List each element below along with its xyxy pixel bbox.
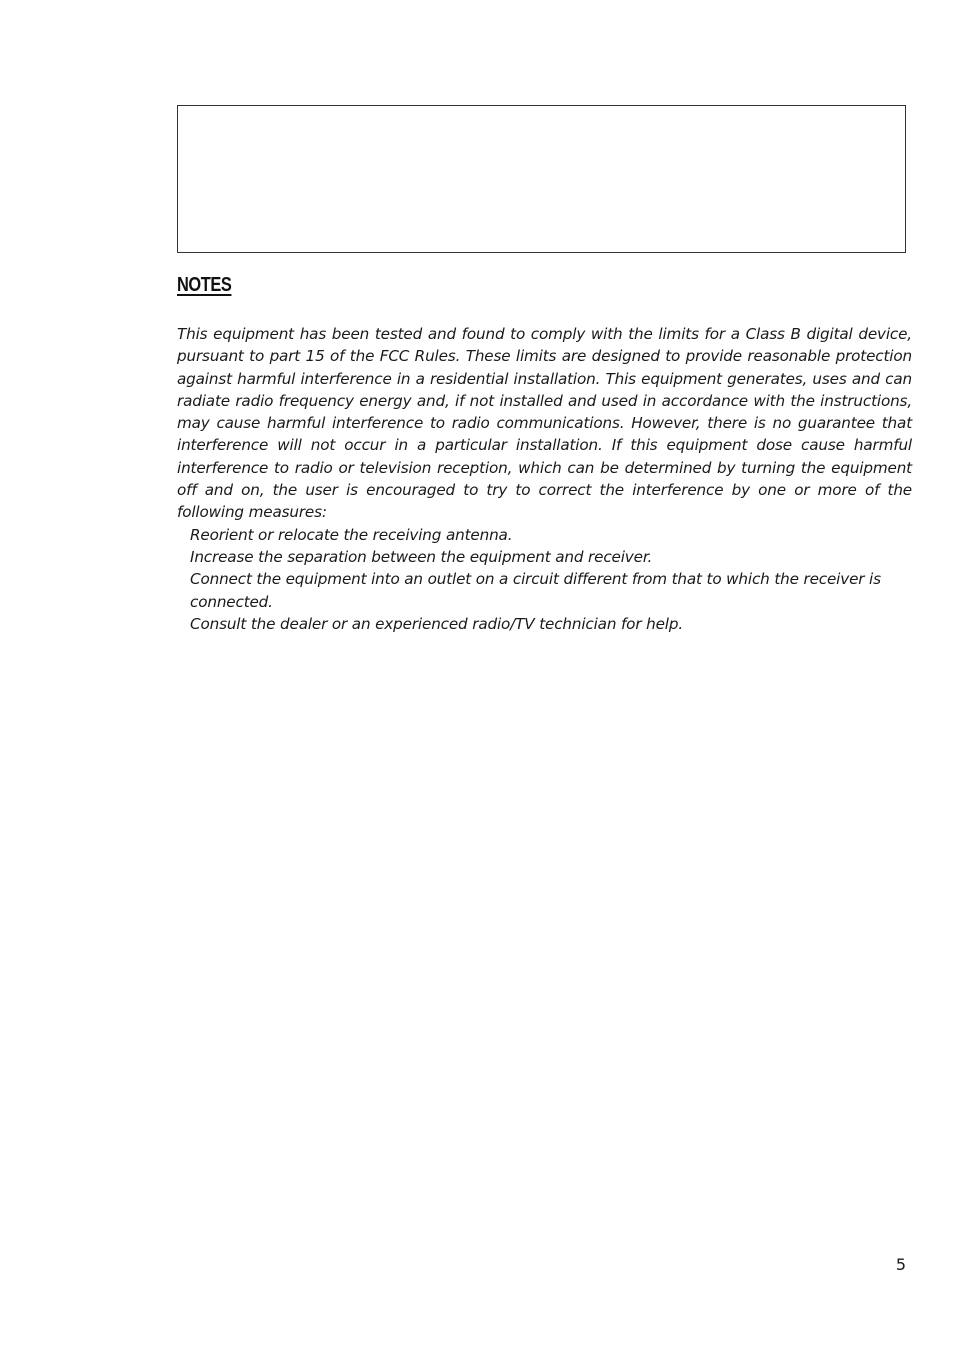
measure-item: Consult the dealer or an experienced radio/TV technician for help. [190, 614, 684, 633]
measure-item: Connect the equipment into an outlet on a circuit different from that to which the receiver is connected. [190, 570, 881, 611]
measure-item: Increase the separation between the equipment and receiver. [190, 547, 653, 566]
blank-frame [177, 105, 906, 253]
measure-item: Reorient or relocate the receiving antenna. [190, 525, 513, 544]
page-number: 5 [895, 1255, 906, 1274]
fcc-compliance-paragraph: This equipment has been tested and found to comply with the limits for a Class B digital device, pursuant to part 15 of the FCC Rules. These limits are designed to provide reasonable protection against harmful interference in a residential installation. This equipment generates, uses and can radiate radio frequency energy and, if not installed and used in accordance with the instructions, may cause harmful interference to radio communications. However, there is no guarantee that interference will not occur in a particular installation. If this equipment dose cause harmful interference to radio or television reception, which can be determined by turning the equipment off and on, the user is encouraged to try to correct the interference by one or more of the following measures: [177, 325, 912, 522]
measures-list [177, 524, 912, 635]
notes-heading: NOTES [177, 274, 232, 296]
notes-body [177, 323, 912, 635]
